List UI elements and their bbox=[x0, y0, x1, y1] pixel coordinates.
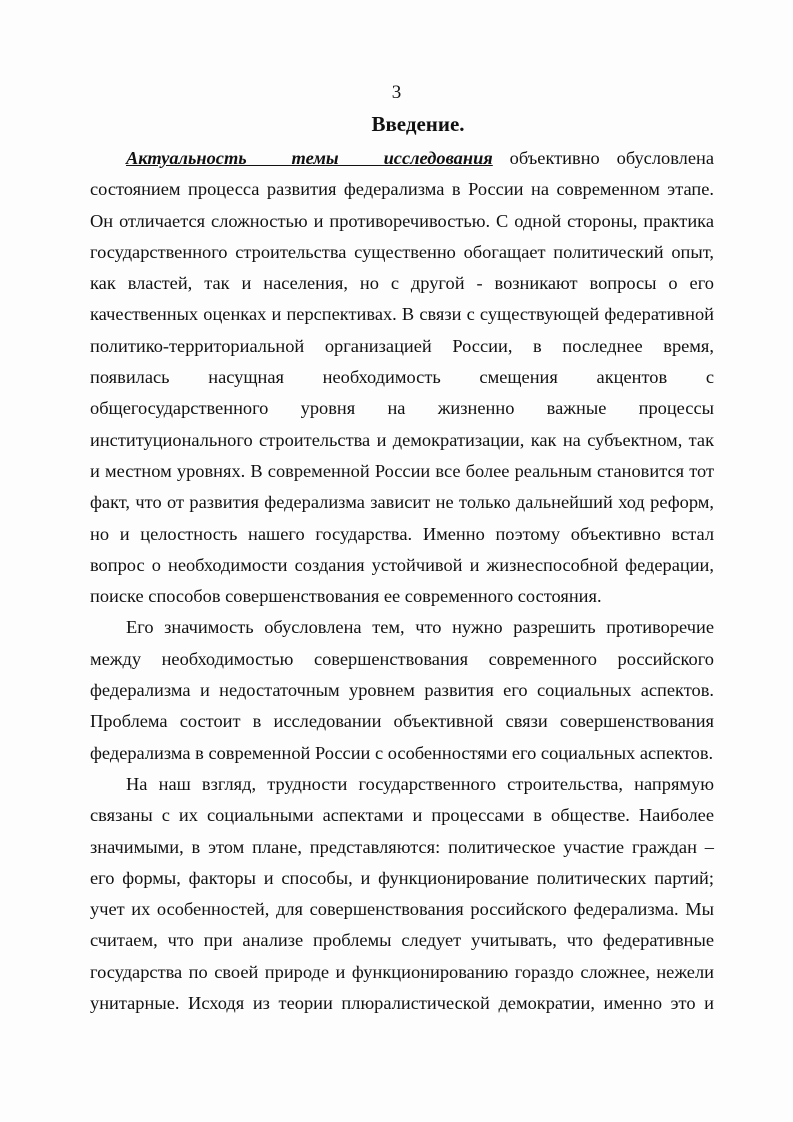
body-text bbox=[90, 143, 714, 1019]
section-title: Введение. bbox=[371, 112, 465, 136]
paragraph-significance: Его значимость обусловлена тем, что нужно разрешить противоречие между необходимостью совершенствования современного российского федерализма и недостаточным уровнем развития его социальных аспектов. Проблема состоит в исследовании объективной связи совершенствования федерализма в современной России с особенностями его социальных аспектов. bbox=[90, 617, 714, 763]
relevance-lead: Актуальность темы исследования bbox=[126, 148, 493, 168]
paragraph-view: На наш взгляд, трудности государственного строительства, напрямую связаны с их социальными аспектами и процессами в обществе. Наиболее значимыми, в этом плане, представляются: политическое участие граждан – его формы, факторы и способы, и функционирование политических партий; учет их особенностей, для совершенствования российского федерализма. Мы считаем, что при анализе проблемы следует учитывать, что федеративные государства по своей природе и функционированию гораздо сложнее, нежели унитарные. Исходя из теории плюралистической демократии, именно это и bbox=[90, 773, 714, 1014]
relevance-text: объективно обусловлена состоянием процесса развития федерализма в России на современном этапе. Он отличается сложностью и противоречивостью. С одной стороны, практика государственного строительства существенно обогащает политический опыт, как властей, так и населения, но с другой - возникают вопросы о его качественных оценках и перспективах. В связи с существующей федеративной политико-территориальной организацией России, в последнее время, появилась насущная необходимость смещения акцентов с общегосударственного уровня на жизненно важные процессы институционального строительства и демократизации, как на субъектном, так и местном уровнях. В современной России все более реальным становится тот факт, что от развития федерализма зависит не только дальнейший ход реформ, но и целостность нашего государства. Именно поэтому объективно встал вопрос о необходимости создания устойчивой и жизнеспособной федерации, поиске способов совершенствования ее современного состояния. bbox=[90, 148, 714, 607]
paragraph-relevance bbox=[90, 143, 714, 612]
page-number: 3 bbox=[391, 82, 402, 103]
